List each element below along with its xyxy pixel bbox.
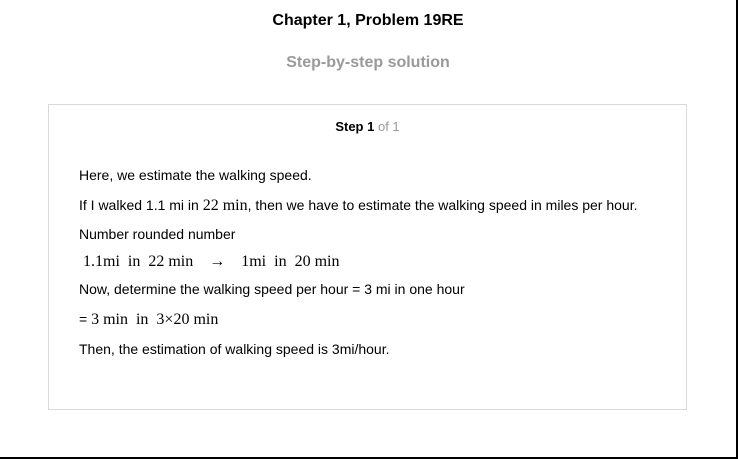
solution-subtitle: Step-by-step solution — [286, 54, 450, 71]
speed-equation — [79, 311, 218, 329]
problem-text: If I walked 1.1 mi in — [79, 197, 199, 213]
solution-card — [48, 104, 687, 410]
right-arrow-icon: → — [209, 253, 226, 270]
rounding-equation — [83, 253, 339, 271]
solution-line-speed: Now, determine the walking speed per hour = 3 mi in one hour — [79, 281, 465, 297]
rounding-result: 1mi in 20 min — [241, 253, 340, 270]
step-header — [49, 119, 686, 134]
solution-line-intro: Here, we estimate the walking speed. — [79, 167, 312, 183]
speed-math: 3 min in 3×20 min — [91, 311, 219, 328]
equals-sign: = — [79, 311, 88, 327]
rounding-original: 1.1mi in 22 min — [83, 253, 194, 270]
step-count: of 1 — [377, 119, 400, 134]
problem-time-math: 22 min — [202, 197, 248, 214]
problem-text-rest: , then we have to estimate the walking speed in miles per hour. — [247, 197, 638, 213]
solution-line-rounding: Number rounded number — [79, 226, 236, 242]
page-title: Chapter 1, Problem 19RE — [272, 12, 464, 29]
step-label: Step 1 — [335, 119, 375, 134]
solution-line-conclusion: Then, the estimation of walking speed is 3mi/hour. — [79, 341, 390, 357]
solution-line-problem — [79, 197, 638, 215]
